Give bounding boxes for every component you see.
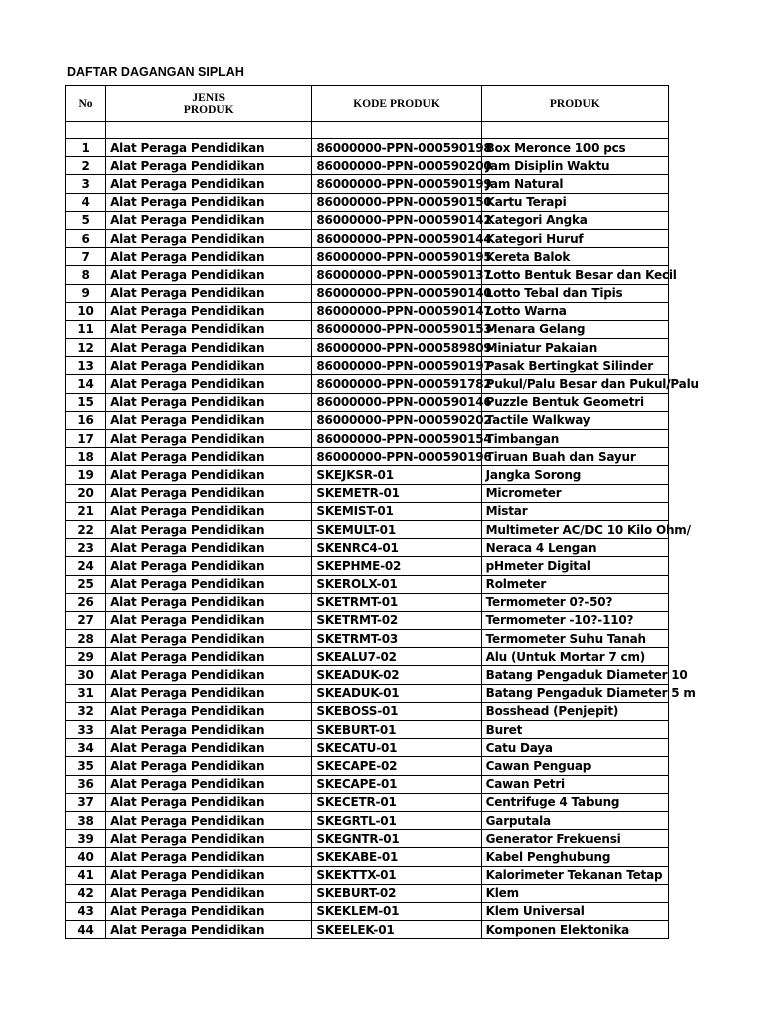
- kode-produk-cell[interactable]: SKEMIST-01: [312, 502, 481, 520]
- table-row[interactable]: [66, 157, 669, 175]
- kode-produk-cell[interactable]: 86000000-PPN-000590150: [312, 193, 481, 211]
- row-number[interactable]: 27: [66, 611, 106, 629]
- kode-produk-cell[interactable]: SKETRMT-03: [312, 630, 481, 648]
- row-number[interactable]: 18: [66, 448, 106, 466]
- table-row[interactable]: [66, 702, 669, 720]
- kode-produk-cell[interactable]: SKEKTTX-01: [312, 866, 481, 884]
- row-number[interactable]: 14: [66, 375, 106, 393]
- kode-produk-cell[interactable]: SKEALU7-02: [312, 648, 481, 666]
- kode-produk-cell[interactable]: 86000000-PPN-000589809: [312, 339, 481, 357]
- kode-produk-cell[interactable]: SKEBOSS-01: [312, 702, 481, 720]
- jenis-produk-cell[interactable]: Alat Peraga Pendidikan: [106, 684, 312, 702]
- table-row[interactable]: [66, 721, 669, 739]
- row-number[interactable]: 34: [66, 739, 106, 757]
- produk-cell[interactable]: Neraca 4 Lengan: [481, 539, 668, 557]
- jenis-produk-cell[interactable]: Alat Peraga Pendidikan: [106, 320, 312, 338]
- row-number[interactable]: 10: [66, 302, 106, 320]
- produk-cell[interactable]: Kalorimeter Tekanan Tetap: [481, 866, 668, 884]
- row-number[interactable]: 29: [66, 648, 106, 666]
- produk-cell[interactable]: Lotto Tebal dan Tipis: [481, 284, 668, 302]
- produk-cell[interactable]: Komponen Elektonika: [481, 921, 668, 939]
- jenis-produk-cell[interactable]: Alat Peraga Pendidikan: [106, 721, 312, 739]
- row-number[interactable]: 8: [66, 266, 106, 284]
- row-number[interactable]: 15: [66, 393, 106, 411]
- jenis-produk-cell[interactable]: Alat Peraga Pendidikan: [106, 229, 312, 247]
- table-row[interactable]: [66, 248, 669, 266]
- jenis-produk-cell[interactable]: Alat Peraga Pendidikan: [106, 266, 312, 284]
- jenis-produk-cell[interactable]: Alat Peraga Pendidikan: [106, 193, 312, 211]
- jenis-produk-cell[interactable]: Alat Peraga Pendidikan: [106, 284, 312, 302]
- kode-produk-cell[interactable]: SKEADUK-01: [312, 684, 481, 702]
- produk-cell[interactable]: Batang Pengaduk Diameter 5 m: [481, 684, 668, 702]
- row-number[interactable]: 31: [66, 684, 106, 702]
- table-row[interactable]: [66, 575, 669, 593]
- table-row[interactable]: [66, 775, 669, 793]
- table-row[interactable]: [66, 320, 669, 338]
- jenis-produk-cell[interactable]: Alat Peraga Pendidikan: [106, 484, 312, 502]
- jenis-produk-cell[interactable]: Alat Peraga Pendidikan: [106, 502, 312, 520]
- table-row[interactable]: [66, 430, 669, 448]
- row-number[interactable]: 33: [66, 721, 106, 739]
- table-row[interactable]: [66, 266, 669, 284]
- table-row[interactable]: [66, 357, 669, 375]
- kode-produk-cell[interactable]: SKECAPE-02: [312, 757, 481, 775]
- produk-cell[interactable]: Klem: [481, 884, 668, 902]
- jenis-produk-cell[interactable]: Alat Peraga Pendidikan: [106, 339, 312, 357]
- produk-cell[interactable]: Puzzle Bentuk Geometri: [481, 393, 668, 411]
- jenis-produk-cell[interactable]: Alat Peraga Pendidikan: [106, 157, 312, 175]
- kode-produk-cell[interactable]: 86000000-PPN-000590154: [312, 430, 481, 448]
- produk-cell[interactable]: Tiruan Buah dan Sayur: [481, 448, 668, 466]
- produk-cell[interactable]: Tactile Walkway: [481, 411, 668, 429]
- row-number[interactable]: 22: [66, 520, 106, 538]
- kode-produk-cell[interactable]: 86000000-PPN-000590137: [312, 266, 481, 284]
- kode-produk-cell[interactable]: 86000000-PPN-000590147: [312, 302, 481, 320]
- table-row[interactable]: [66, 884, 669, 902]
- header-produk: PRODUK: [481, 86, 668, 122]
- kode-produk-cell[interactable]: SKEBURT-02: [312, 884, 481, 902]
- sheet-title: DAFTAR DAGANGAN SIPLAH: [67, 65, 244, 79]
- row-number[interactable]: 36: [66, 775, 106, 793]
- kode-produk-cell[interactable]: SKETRMT-01: [312, 593, 481, 611]
- kode-produk-cell[interactable]: SKECETR-01: [312, 793, 481, 811]
- table-row[interactable]: [66, 411, 669, 429]
- row-number[interactable]: 43: [66, 902, 106, 920]
- table-row[interactable]: [66, 811, 669, 829]
- row-number[interactable]: 6: [66, 229, 106, 247]
- table-row[interactable]: [66, 229, 669, 247]
- row-number[interactable]: 2: [66, 157, 106, 175]
- row-number[interactable]: 37: [66, 793, 106, 811]
- jenis-produk-cell[interactable]: Alat Peraga Pendidikan: [106, 666, 312, 684]
- jenis-produk-cell[interactable]: Alat Peraga Pendidikan: [106, 211, 312, 229]
- spacer-cell: [312, 122, 481, 139]
- table-row[interactable]: [66, 284, 669, 302]
- table-row[interactable]: [66, 757, 669, 775]
- jenis-produk-cell[interactable]: Alat Peraga Pendidikan: [106, 866, 312, 884]
- produk-cell[interactable]: Centrifuge 4 Tabung: [481, 793, 668, 811]
- table-row[interactable]: [66, 593, 669, 611]
- kode-produk-cell[interactable]: 86000000-PPN-000590142: [312, 211, 481, 229]
- kode-produk-cell[interactable]: SKEKLEM-01: [312, 902, 481, 920]
- row-number[interactable]: 35: [66, 757, 106, 775]
- jenis-produk-cell[interactable]: Alat Peraga Pendidikan: [106, 739, 312, 757]
- produk-cell[interactable]: Termometer Suhu Tanah: [481, 630, 668, 648]
- table-row[interactable]: [66, 448, 669, 466]
- row-number[interactable]: 20: [66, 484, 106, 502]
- kode-produk-cell[interactable]: SKEGNTR-01: [312, 830, 481, 848]
- header-kode-produk: KODE PRODUK: [312, 86, 481, 122]
- jenis-produk-cell[interactable]: Alat Peraga Pendidikan: [106, 830, 312, 848]
- jenis-produk-cell[interactable]: Alat Peraga Pendidikan: [106, 539, 312, 557]
- jenis-produk-cell[interactable]: Alat Peraga Pendidikan: [106, 520, 312, 538]
- kode-produk-cell[interactable]: SKEBURT-01: [312, 721, 481, 739]
- kode-produk-cell[interactable]: 86000000-PPN-000590146: [312, 393, 481, 411]
- jenis-produk-cell[interactable]: Alat Peraga Pendidikan: [106, 757, 312, 775]
- row-number[interactable]: 26: [66, 593, 106, 611]
- jenis-produk-cell[interactable]: Alat Peraga Pendidikan: [106, 775, 312, 793]
- product-table: [65, 85, 699, 939]
- produk-cell[interactable]: Generator Frekuensi: [481, 830, 668, 848]
- table-row[interactable]: [66, 848, 669, 866]
- produk-cell[interactable]: Batang Pengaduk Diameter 10: [481, 666, 668, 684]
- jenis-produk-cell[interactable]: Alat Peraga Pendidikan: [106, 702, 312, 720]
- table-row[interactable]: [66, 484, 669, 502]
- jenis-produk-cell[interactable]: Alat Peraga Pendidikan: [106, 466, 312, 484]
- row-number[interactable]: 11: [66, 320, 106, 338]
- row-number[interactable]: 32: [66, 702, 106, 720]
- header-no: No: [66, 86, 106, 122]
- produk-cell[interactable]: Box Meronce 100 pcs: [481, 139, 668, 157]
- table-row[interactable]: [66, 539, 669, 557]
- produk-cell[interactable]: Klem Universal: [481, 902, 668, 920]
- produk-cell[interactable]: Kategori Huruf: [481, 229, 668, 247]
- row-number[interactable]: 38: [66, 811, 106, 829]
- spacer-cell: [481, 122, 668, 139]
- header-jenis-line1: JENIS: [192, 91, 226, 104]
- jenis-produk-cell[interactable]: Alat Peraga Pendidikan: [106, 448, 312, 466]
- row-number[interactable]: 30: [66, 666, 106, 684]
- kode-produk-cell[interactable]: 86000000-PPN-000590153: [312, 320, 481, 338]
- table-row[interactable]: [66, 902, 669, 920]
- jenis-produk-cell[interactable]: Alat Peraga Pendidikan: [106, 248, 312, 266]
- jenis-produk-cell[interactable]: Alat Peraga Pendidikan: [106, 557, 312, 575]
- produk-cell[interactable]: Bosshead (Penjepit): [481, 702, 668, 720]
- row-number[interactable]: 5: [66, 211, 106, 229]
- kode-produk-cell[interactable]: SKEMETR-01: [312, 484, 481, 502]
- table-row[interactable]: [66, 211, 669, 229]
- table-body: [66, 139, 699, 939]
- row-number[interactable]: 19: [66, 466, 106, 484]
- produk-cell[interactable]: Micrometer: [481, 484, 668, 502]
- kode-produk-cell[interactable]: SKENRC4-01: [312, 539, 481, 557]
- row-number[interactable]: 24: [66, 557, 106, 575]
- table-row[interactable]: [66, 502, 669, 520]
- table-row[interactable]: [66, 393, 669, 411]
- produk-cell[interactable]: Kereta Balok: [481, 248, 668, 266]
- produk-cell[interactable]: Termometer -10?-110?: [481, 611, 668, 629]
- kode-produk-cell[interactable]: 86000000-PPN-000590202: [312, 411, 481, 429]
- row-number[interactable]: 23: [66, 539, 106, 557]
- jenis-produk-cell[interactable]: Alat Peraga Pendidikan: [106, 357, 312, 375]
- table-row[interactable]: [66, 630, 669, 648]
- row-number[interactable]: 16: [66, 411, 106, 429]
- produk-cell[interactable]: Buret: [481, 721, 668, 739]
- row-number[interactable]: 21: [66, 502, 106, 520]
- produk-cell[interactable]: Jam Natural: [481, 175, 668, 193]
- table-row[interactable]: [66, 830, 669, 848]
- jenis-produk-cell[interactable]: Alat Peraga Pendidikan: [106, 593, 312, 611]
- produk-cell[interactable]: Catu Daya: [481, 739, 668, 757]
- kode-produk-cell[interactable]: SKEJKSR-01: [312, 466, 481, 484]
- produk-cell[interactable]: Kabel Penghubung: [481, 848, 668, 866]
- spacer-cell: [106, 122, 312, 139]
- jenis-produk-cell[interactable]: Alat Peraga Pendidikan: [106, 375, 312, 393]
- spacer-row: [66, 122, 669, 139]
- table-row[interactable]: [66, 302, 669, 320]
- header-jenis-line2: PRODUK: [183, 103, 234, 116]
- row-number[interactable]: 17: [66, 430, 106, 448]
- row-number[interactable]: 41: [66, 866, 106, 884]
- produk-cell[interactable]: pHmeter Digital: [481, 557, 668, 575]
- row-number[interactable]: 9: [66, 284, 106, 302]
- table-row[interactable]: [66, 648, 669, 666]
- jenis-produk-cell[interactable]: Alat Peraga Pendidikan: [106, 411, 312, 429]
- kode-produk-cell[interactable]: 86000000-PPN-000590140: [312, 284, 481, 302]
- jenis-produk-cell[interactable]: Alat Peraga Pendidikan: [106, 902, 312, 920]
- kode-produk-cell[interactable]: SKEMULT-01: [312, 520, 481, 538]
- produk-cell[interactable]: Rolmeter: [481, 575, 668, 593]
- kode-produk-cell[interactable]: SKETRMT-02: [312, 611, 481, 629]
- spacer-cell: [66, 122, 106, 139]
- produk-cell[interactable]: Cawan Petri: [481, 775, 668, 793]
- kode-produk-cell[interactable]: SKECAPE-01: [312, 775, 481, 793]
- produk-cell[interactable]: Termometer 0?-50?: [481, 593, 668, 611]
- table-row[interactable]: [66, 193, 669, 211]
- kode-produk-cell[interactable]: SKEGRTL-01: [312, 811, 481, 829]
- header-row: [66, 86, 669, 122]
- kode-produk-cell[interactable]: 86000000-PPN-000590195: [312, 248, 481, 266]
- produk-cell[interactable]: Jam Disiplin Waktu: [481, 157, 668, 175]
- kode-produk-cell[interactable]: 86000000-PPN-000591782: [312, 375, 481, 393]
- produk-cell[interactable]: Timbangan: [481, 430, 668, 448]
- kode-produk-cell[interactable]: 86000000-PPN-000590196: [312, 448, 481, 466]
- jenis-produk-cell[interactable]: Alat Peraga Pendidikan: [106, 811, 312, 829]
- jenis-produk-cell[interactable]: Alat Peraga Pendidikan: [106, 630, 312, 648]
- kode-produk-cell[interactable]: SKECATU-01: [312, 739, 481, 757]
- jenis-produk-cell[interactable]: Alat Peraga Pendidikan: [106, 575, 312, 593]
- produk-cell[interactable]: Mistar: [481, 502, 668, 520]
- jenis-produk-cell[interactable]: Alat Peraga Pendidikan: [106, 175, 312, 193]
- table-row[interactable]: [66, 375, 669, 393]
- jenis-produk-cell[interactable]: Alat Peraga Pendidikan: [106, 884, 312, 902]
- jenis-produk-cell[interactable]: Alat Peraga Pendidikan: [106, 921, 312, 939]
- produk-cell[interactable]: Pasak Bertingkat Silinder: [481, 357, 668, 375]
- produk-cell[interactable]: Garputala: [481, 811, 668, 829]
- kode-produk-cell[interactable]: 86000000-PPN-000590198: [312, 139, 481, 157]
- row-number[interactable]: 25: [66, 575, 106, 593]
- table-row[interactable]: [66, 666, 669, 684]
- jenis-produk-cell[interactable]: Alat Peraga Pendidikan: [106, 848, 312, 866]
- kode-produk-cell[interactable]: 86000000-PPN-000590144: [312, 229, 481, 247]
- jenis-produk-cell[interactable]: Alat Peraga Pendidikan: [106, 139, 312, 157]
- row-number[interactable]: 44: [66, 921, 106, 939]
- table-row[interactable]: [66, 557, 669, 575]
- produk-cell[interactable]: Kategori Angka: [481, 211, 668, 229]
- jenis-produk-cell[interactable]: Alat Peraga Pendidikan: [106, 302, 312, 320]
- row-number[interactable]: 40: [66, 848, 106, 866]
- produk-cell[interactable]: Alu (Untuk Mortar 7 cm): [481, 648, 668, 666]
- row-number[interactable]: 42: [66, 884, 106, 902]
- row-number[interactable]: 1: [66, 139, 106, 157]
- table-row[interactable]: [66, 866, 669, 884]
- produk-cell[interactable]: Multimeter AC/DC 10 Kilo Ohm/: [481, 520, 668, 538]
- table-row[interactable]: [66, 793, 669, 811]
- table-row[interactable]: [66, 175, 669, 193]
- table-row[interactable]: [66, 921, 669, 939]
- produk-cell[interactable]: Menara Gelang: [481, 320, 668, 338]
- jenis-produk-cell[interactable]: Alat Peraga Pendidikan: [106, 430, 312, 448]
- header-jenis-produk: [106, 86, 312, 122]
- kode-produk-cell[interactable]: SKEPHME-02: [312, 557, 481, 575]
- table-row[interactable]: [66, 139, 669, 157]
- jenis-produk-cell[interactable]: Alat Peraga Pendidikan: [106, 793, 312, 811]
- table-row[interactable]: [66, 684, 669, 702]
- row-number[interactable]: 7: [66, 248, 106, 266]
- produk-cell[interactable]: Lotto Bentuk Besar dan Kecil: [481, 266, 668, 284]
- kode-produk-cell[interactable]: SKEKABE-01: [312, 848, 481, 866]
- table-row[interactable]: [66, 466, 669, 484]
- table-row[interactable]: [66, 739, 669, 757]
- produk-cell[interactable]: Kartu Terapi: [481, 193, 668, 211]
- row-number[interactable]: 12: [66, 339, 106, 357]
- jenis-produk-cell[interactable]: Alat Peraga Pendidikan: [106, 648, 312, 666]
- row-number[interactable]: 3: [66, 175, 106, 193]
- row-number[interactable]: 28: [66, 630, 106, 648]
- kode-produk-cell[interactable]: SKEROLX-01: [312, 575, 481, 593]
- row-number[interactable]: 4: [66, 193, 106, 211]
- table-row[interactable]: [66, 339, 669, 357]
- kode-produk-cell[interactable]: 86000000-PPN-000590200: [312, 157, 481, 175]
- produk-cell[interactable]: Miniatur Pakaian: [481, 339, 668, 357]
- table-row[interactable]: [66, 611, 669, 629]
- jenis-produk-cell[interactable]: Alat Peraga Pendidikan: [106, 393, 312, 411]
- produk-cell[interactable]: Jangka Sorong: [481, 466, 668, 484]
- kode-produk-cell[interactable]: SKEADUK-02: [312, 666, 481, 684]
- row-number[interactable]: 39: [66, 830, 106, 848]
- row-number[interactable]: 13: [66, 357, 106, 375]
- table-row[interactable]: [66, 520, 669, 538]
- kode-produk-cell[interactable]: 86000000-PPN-000590199: [312, 175, 481, 193]
- produk-cell[interactable]: Cawan Penguap: [481, 757, 668, 775]
- kode-produk-cell[interactable]: 86000000-PPN-000590197: [312, 357, 481, 375]
- produk-cell[interactable]: Pukul/Palu Besar dan Pukul/Palu: [481, 375, 668, 393]
- produk-cell[interactable]: Lotto Warna: [481, 302, 668, 320]
- jenis-produk-cell[interactable]: Alat Peraga Pendidikan: [106, 611, 312, 629]
- kode-produk-cell[interactable]: SKEELEK-01: [312, 921, 481, 939]
